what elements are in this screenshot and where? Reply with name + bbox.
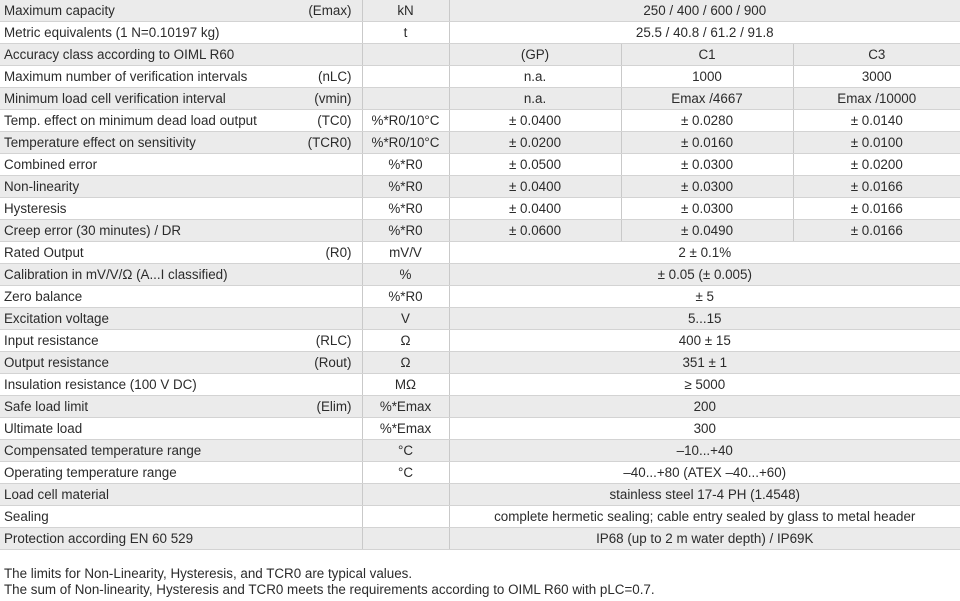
parameter-symbol: (Elim) (316, 398, 352, 414)
table-row (0, 22, 960, 44)
parameter-symbol: (Emax) (308, 2, 352, 18)
parameter-name-cell (0, 286, 362, 308)
parameter-name-cell (0, 330, 362, 352)
value-cell: 1000 (621, 66, 793, 88)
footnote: The limits for Non-Linearity, Hysteresis, and TCR0 are typical values. (4, 566, 413, 581)
parameter-name-cell (0, 154, 362, 176)
value-cell: ± 0.0300 (621, 176, 793, 198)
parameter-name: Operating temperature range (4, 464, 177, 480)
unit-cell (362, 88, 449, 110)
unit-cell: %*R0 (362, 154, 449, 176)
parameter-name-cell (0, 198, 362, 220)
parameter-name: Temperature effect on sensitivity (4, 134, 196, 150)
parameter-name: Protection according EN 60 529 (4, 530, 194, 546)
value-cell: 250 / 400 / 600 / 900 (449, 0, 960, 22)
table-row (0, 418, 960, 440)
parameter-name-cell (0, 528, 362, 550)
unit-cell (362, 528, 449, 550)
value-cell: 3000 (793, 66, 960, 88)
table-row (0, 66, 960, 88)
parameter-name-cell (0, 110, 362, 132)
parameter-name-cell (0, 506, 362, 528)
value-cell: (GP) (449, 44, 621, 66)
value-cell: ± 0.0400 (449, 198, 621, 220)
table-row (0, 88, 960, 110)
table-row (0, 110, 960, 132)
parameter-symbol: (TC0) (317, 112, 352, 128)
parameter-symbol: (TCR0) (307, 134, 352, 150)
parameter-name: Calibration in mV/V/Ω (A...I classified) (4, 266, 228, 282)
parameter-name: Input resistance (4, 332, 99, 348)
table-row (0, 264, 960, 286)
unit-cell: %*R0 (362, 198, 449, 220)
parameter-name-cell (0, 0, 362, 22)
parameter-name: Ultimate load (4, 420, 83, 436)
unit-cell (362, 44, 449, 66)
unit-cell: % (362, 264, 449, 286)
unit-cell: Ω (362, 352, 449, 374)
table-row (0, 0, 960, 22)
parameter-name-cell (0, 264, 362, 286)
value-cell: Emax /10000 (793, 88, 960, 110)
parameter-name: Hysteresis (4, 200, 67, 216)
parameter-name-cell (0, 484, 362, 506)
table-row (0, 330, 960, 352)
table-row (0, 132, 960, 154)
unit-cell: %*Emax (362, 418, 449, 440)
parameter-name: Temp. effect on minimum dead load output (4, 112, 257, 128)
parameter-name-cell (0, 22, 362, 44)
parameter-name-cell (0, 66, 362, 88)
parameter-name: Minimum load cell verification interval (4, 90, 226, 106)
value-cell: 5...15 (449, 308, 960, 330)
parameter-name-cell (0, 132, 362, 154)
parameter-name: Rated Output (4, 244, 84, 260)
value-cell: 25.5 / 40.8 / 61.2 / 91.8 (449, 22, 960, 44)
table-row (0, 308, 960, 330)
value-cell: ± 0.0166 (793, 176, 960, 198)
footnote: The sum of Non-linearity, Hysteresis and TCR0 meets the requirements according to OIML R60 with pLC=0.7. (4, 582, 655, 597)
parameter-name: Maximum capacity (4, 2, 115, 18)
parameter-symbol: (vmin) (314, 90, 352, 106)
value-cell: 400 ± 15 (449, 330, 960, 352)
value-cell: ± 0.0166 (793, 220, 960, 242)
parameter-name-cell (0, 440, 362, 462)
value-cell: n.a. (449, 66, 621, 88)
parameter-name: Maximum number of verification intervals (4, 68, 248, 84)
parameter-name-cell (0, 396, 362, 418)
parameter-name-cell (0, 352, 362, 374)
unit-cell: %*R0 (362, 286, 449, 308)
value-cell: ± 0.0140 (793, 110, 960, 132)
value-cell: ± 0.0300 (621, 154, 793, 176)
parameter-name-cell (0, 462, 362, 484)
table-row (0, 440, 960, 462)
value-cell: ± 0.0280 (621, 110, 793, 132)
table-row (0, 286, 960, 308)
parameter-name: Zero balance (4, 288, 83, 304)
value-cell: ± 0.0490 (621, 220, 793, 242)
value-cell: ± 0.0300 (621, 198, 793, 220)
value-cell: ± 0.05 (± 0.005) (449, 264, 960, 286)
value-cell: ± 0.0600 (449, 220, 621, 242)
table-row (0, 462, 960, 484)
value-cell: ± 0.0200 (449, 132, 621, 154)
value-cell: ± 5 (449, 286, 960, 308)
unit-cell: Ω (362, 330, 449, 352)
parameter-symbol: (Rout) (314, 354, 352, 370)
unit-cell (362, 506, 449, 528)
unit-cell: %*R0/10°C (362, 110, 449, 132)
table-row (0, 506, 960, 528)
value-cell: ± 0.0100 (793, 132, 960, 154)
parameter-name-cell (0, 88, 362, 110)
value-cell: –10...+40 (449, 440, 960, 462)
value-cell: 300 (449, 418, 960, 440)
value-cell: IP68 (up to 2 m water depth) / IP69K (449, 528, 960, 550)
parameter-name-cell (0, 418, 362, 440)
unit-cell: mV/V (362, 242, 449, 264)
unit-cell (362, 66, 449, 88)
parameter-name: Sealing (4, 508, 49, 524)
table-row (0, 242, 960, 264)
footnotes (4, 566, 655, 598)
unit-cell: %*R0 (362, 220, 449, 242)
parameter-name: Load cell material (4, 486, 109, 502)
unit-cell: °C (362, 440, 449, 462)
unit-cell: kN (362, 0, 449, 22)
value-cell: ± 0.0400 (449, 176, 621, 198)
table-row (0, 528, 960, 550)
parameter-name: Insulation resistance (100 V DC) (4, 376, 197, 392)
parameter-symbol: (RLC) (315, 332, 352, 348)
value-cell: ± 0.0400 (449, 110, 621, 132)
value-cell: ± 0.0200 (793, 154, 960, 176)
parameter-name-cell (0, 44, 362, 66)
parameter-name: Excitation voltage (4, 310, 109, 326)
unit-cell: MΩ (362, 374, 449, 396)
unit-cell: V (362, 308, 449, 330)
table-row (0, 352, 960, 374)
unit-cell (362, 484, 449, 506)
value-cell: 2 ± 0.1% (449, 242, 960, 264)
parameter-name-cell (0, 374, 362, 396)
parameter-name: Accuracy class according to OIML R60 (4, 46, 235, 62)
unit-cell: %*Emax (362, 396, 449, 418)
parameter-name: Creep error (30 minutes) / DR (4, 222, 182, 238)
unit-cell: t (362, 22, 449, 44)
value-cell: complete hermetic sealing; cable entry sealed by glass to metal header (449, 506, 960, 528)
parameter-name-cell (0, 176, 362, 198)
table-row (0, 154, 960, 176)
value-cell: ± 0.0160 (621, 132, 793, 154)
parameter-name: Output resistance (4, 354, 109, 370)
value-cell: ± 0.0500 (449, 154, 621, 176)
table-row (0, 396, 960, 418)
parameter-name: Metric equivalents (1 N=0.10197 kg) (4, 24, 220, 40)
value-cell: ± 0.0166 (793, 198, 960, 220)
table-row (0, 220, 960, 242)
value-cell: ≥ 5000 (449, 374, 960, 396)
value-cell: C1 (621, 44, 793, 66)
parameter-name-cell (0, 308, 362, 330)
table-row (0, 176, 960, 198)
parameter-symbol: (nLC) (318, 68, 352, 84)
parameter-name-cell (0, 220, 362, 242)
parameter-name: Combined error (4, 156, 98, 172)
table-row (0, 374, 960, 396)
value-cell: 200 (449, 396, 960, 418)
value-cell: C3 (793, 44, 960, 66)
parameter-name: Non-linearity (4, 178, 80, 194)
value-cell: Emax /4667 (621, 88, 793, 110)
table-row (0, 198, 960, 220)
value-cell: stainless steel 17-4 PH (1.4548) (449, 484, 960, 506)
parameter-name: Safe load limit (4, 398, 89, 414)
value-cell: –40...+80 (ATEX –40...+60) (449, 462, 960, 484)
parameter-name-cell (0, 242, 362, 264)
unit-cell: %*R0/10°C (362, 132, 449, 154)
unit-cell: °C (362, 462, 449, 484)
parameter-symbol: (R0) (325, 244, 352, 260)
value-cell: n.a. (449, 88, 621, 110)
value-cell: 351 ± 1 (449, 352, 960, 374)
table-row (0, 484, 960, 506)
parameter-name: Compensated temperature range (4, 442, 202, 458)
unit-cell: %*R0 (362, 176, 449, 198)
table-row (0, 44, 960, 66)
